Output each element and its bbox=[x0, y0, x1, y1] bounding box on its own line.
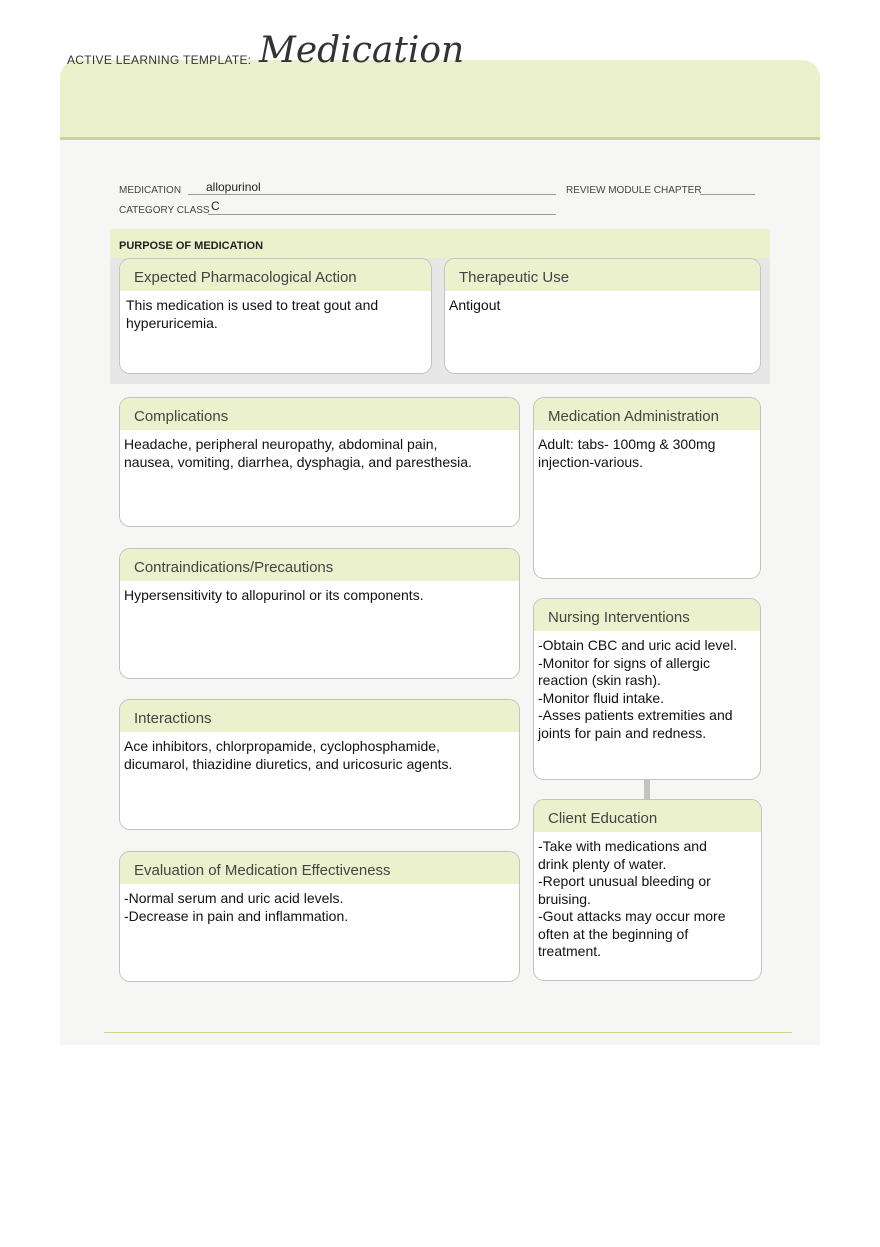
evaluation-body[interactable]: -Normal serum and uric acid levels. -Decrease in pain and inflammation. bbox=[124, 890, 349, 924]
complications-title: Complications bbox=[120, 398, 519, 430]
therapeutic-use-title: Therapeutic Use bbox=[445, 259, 760, 291]
page-title: Medication bbox=[259, 30, 465, 71]
expected-action-body[interactable]: This medication is used to treat gout and hyperuricemia. bbox=[126, 297, 379, 331]
medication-label: MEDICATION bbox=[119, 185, 182, 196]
contraindications-body[interactable]: Hypersensitivity to allopurinol or its components. bbox=[124, 587, 424, 603]
interactions-title: Interactions bbox=[120, 700, 519, 732]
nursing-interventions-body[interactable]: -Obtain CBC and uric acid level. -Monitor for signs of allergic reaction (skin rash). -Monitor fluid intake. -Asses patients extremities and joints for pain and redness. bbox=[538, 637, 738, 741]
contraindications-title: Contraindications/Precautions bbox=[120, 549, 519, 581]
administration-body[interactable]: Adult: tabs- 100mg & 300mg injection-various. bbox=[538, 436, 716, 470]
template-label: ACTIVE LEARNING TEMPLATE: bbox=[67, 53, 252, 67]
review-module-label: REVIEW MODULE CHAPTER bbox=[566, 185, 702, 196]
review-module-field-line[interactable] bbox=[700, 194, 755, 195]
complications-box bbox=[119, 397, 520, 527]
evaluation-box bbox=[119, 851, 520, 982]
header-banner bbox=[60, 60, 820, 140]
footer-divider bbox=[104, 1032, 792, 1033]
therapeutic-use-box bbox=[444, 258, 761, 374]
contraindications-box bbox=[119, 548, 520, 679]
nursing-interventions-box bbox=[533, 598, 761, 780]
therapeutic-use-body[interactable]: Antigout bbox=[449, 297, 501, 313]
category-value[interactable]: C bbox=[211, 199, 220, 213]
medication-field-line bbox=[188, 194, 556, 195]
client-education-box bbox=[533, 799, 762, 981]
medication-value[interactable]: allopurinol bbox=[206, 180, 261, 194]
complications-body[interactable]: Headache, peripheral neuropathy, abdominal pain, nausea, vomiting, diarrhea, dysphagia, and paresthesia. bbox=[124, 436, 472, 470]
expected-action-title: Expected Pharmacological Action bbox=[120, 259, 431, 291]
administration-box bbox=[533, 397, 761, 579]
category-field-line bbox=[208, 214, 556, 215]
client-education-title: Client Education bbox=[534, 800, 761, 832]
client-education-body[interactable]: -Take with medications and drink plenty of water. -Report unusual bleeding or bruising. -Gout attacks may occur more often at the beginning of treatment. bbox=[538, 838, 726, 959]
purpose-label: PURPOSE OF MEDICATION bbox=[119, 240, 264, 252]
category-label: CATEGORY CLASS bbox=[119, 205, 210, 216]
evaluation-title: Evaluation of Medication Effectiveness bbox=[120, 852, 519, 884]
expected-action-box bbox=[119, 258, 432, 374]
administration-title: Medication Administration bbox=[534, 398, 760, 430]
interactions-box bbox=[119, 699, 520, 830]
connector-line bbox=[644, 779, 650, 800]
nursing-interventions-title: Nursing Interventions bbox=[534, 599, 760, 631]
interactions-body[interactable]: Ace inhibitors, chlorpropamide, cyclophosphamide, dicumarol, thiazidine diuretics, and uricosuric agents. bbox=[124, 738, 453, 772]
